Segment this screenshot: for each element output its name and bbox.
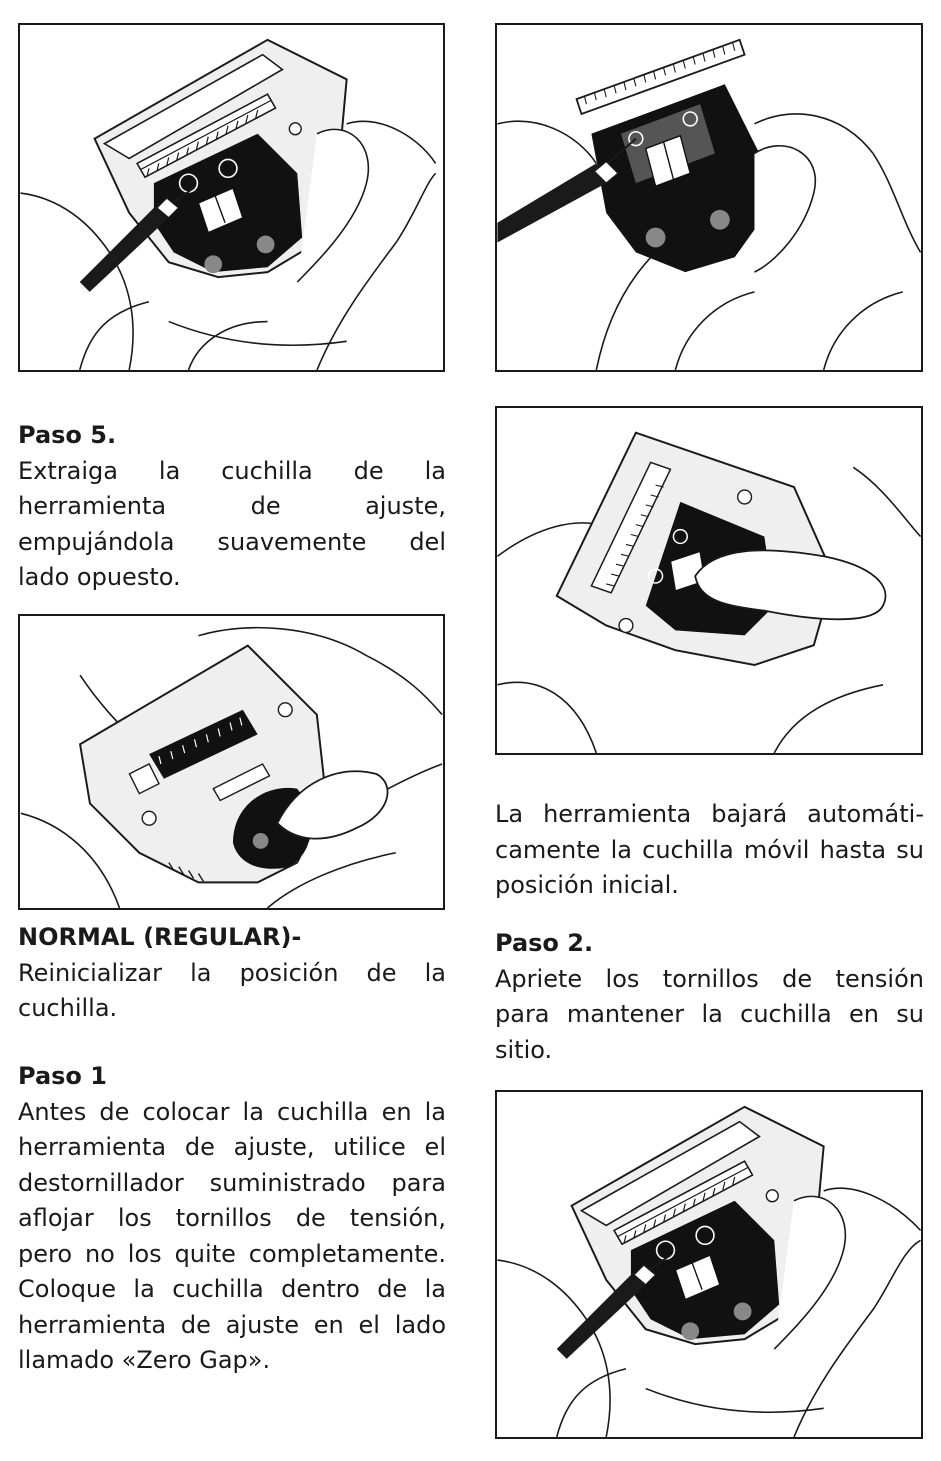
step1-line: Antes de colocar la cuchilla en la <box>18 1097 446 1126</box>
normal-heading: NORMAL (REGULAR)- <box>18 923 302 951</box>
step2-line: Apriete los tornillos de tensión <box>495 964 924 993</box>
tighten-screws-drawing <box>497 1092 921 1437</box>
step1-line: pero no los quite completamente. <box>18 1239 446 1268</box>
step2-heading: Paso 2. <box>495 929 594 957</box>
illustration-loosen-screws <box>495 23 923 372</box>
auto-note-block <box>495 797 924 904</box>
auto-note-line: camente la cuchilla móvil hasta su <box>495 835 924 864</box>
auto-note-line: La herramienta bajará automáti- <box>495 800 924 828</box>
normal-line: cuchilla. <box>18 994 118 1022</box>
step1-line: aflojar los tornillos de tensión, <box>18 1204 446 1232</box>
step2-line: para mantener la cuchilla en su <box>495 1000 924 1028</box>
normal-block <box>18 920 446 1027</box>
step2-line: sitio. <box>495 1035 553 1064</box>
blade-screwdriver-drawing <box>20 25 443 370</box>
step5-line: empujándola suavemente del <box>18 527 446 556</box>
step1-heading: Paso 1 <box>18 1062 107 1090</box>
illustration-push-blade-out <box>18 614 445 910</box>
normal-line: Reinicializar la posición de la <box>18 958 446 987</box>
step1-line: Coloque la cuchilla dentro de la <box>18 1275 446 1303</box>
step5-line: Extraiga la cuchilla de la <box>18 456 446 485</box>
illustration-remove-blade-screwdriver <box>18 23 445 372</box>
step1-block <box>18 1059 446 1379</box>
illustration-press-blade-in-tool <box>495 406 923 755</box>
auto-note-line: posición inicial. <box>495 871 679 899</box>
step5-line: lado opuesto. <box>18 563 181 591</box>
step1-line: herramienta de ajuste en el lado <box>18 1310 446 1339</box>
loosen-screws-drawing <box>497 25 921 370</box>
step1-line: herramienta de ajuste, utilice el <box>18 1133 446 1161</box>
step5-line: herramienta de ajuste, <box>18 492 446 520</box>
press-blade-drawing <box>497 408 921 753</box>
push-blade-drawing <box>20 616 443 908</box>
step1-line: destornillador suministrado para <box>18 1168 446 1197</box>
step1-line: llamado «Zero Gap». <box>18 1346 271 1374</box>
step2-block <box>495 926 924 1068</box>
illustration-tighten-screws <box>495 1090 923 1439</box>
step5-block <box>18 418 446 596</box>
step5-heading: Paso 5. <box>18 421 117 449</box>
